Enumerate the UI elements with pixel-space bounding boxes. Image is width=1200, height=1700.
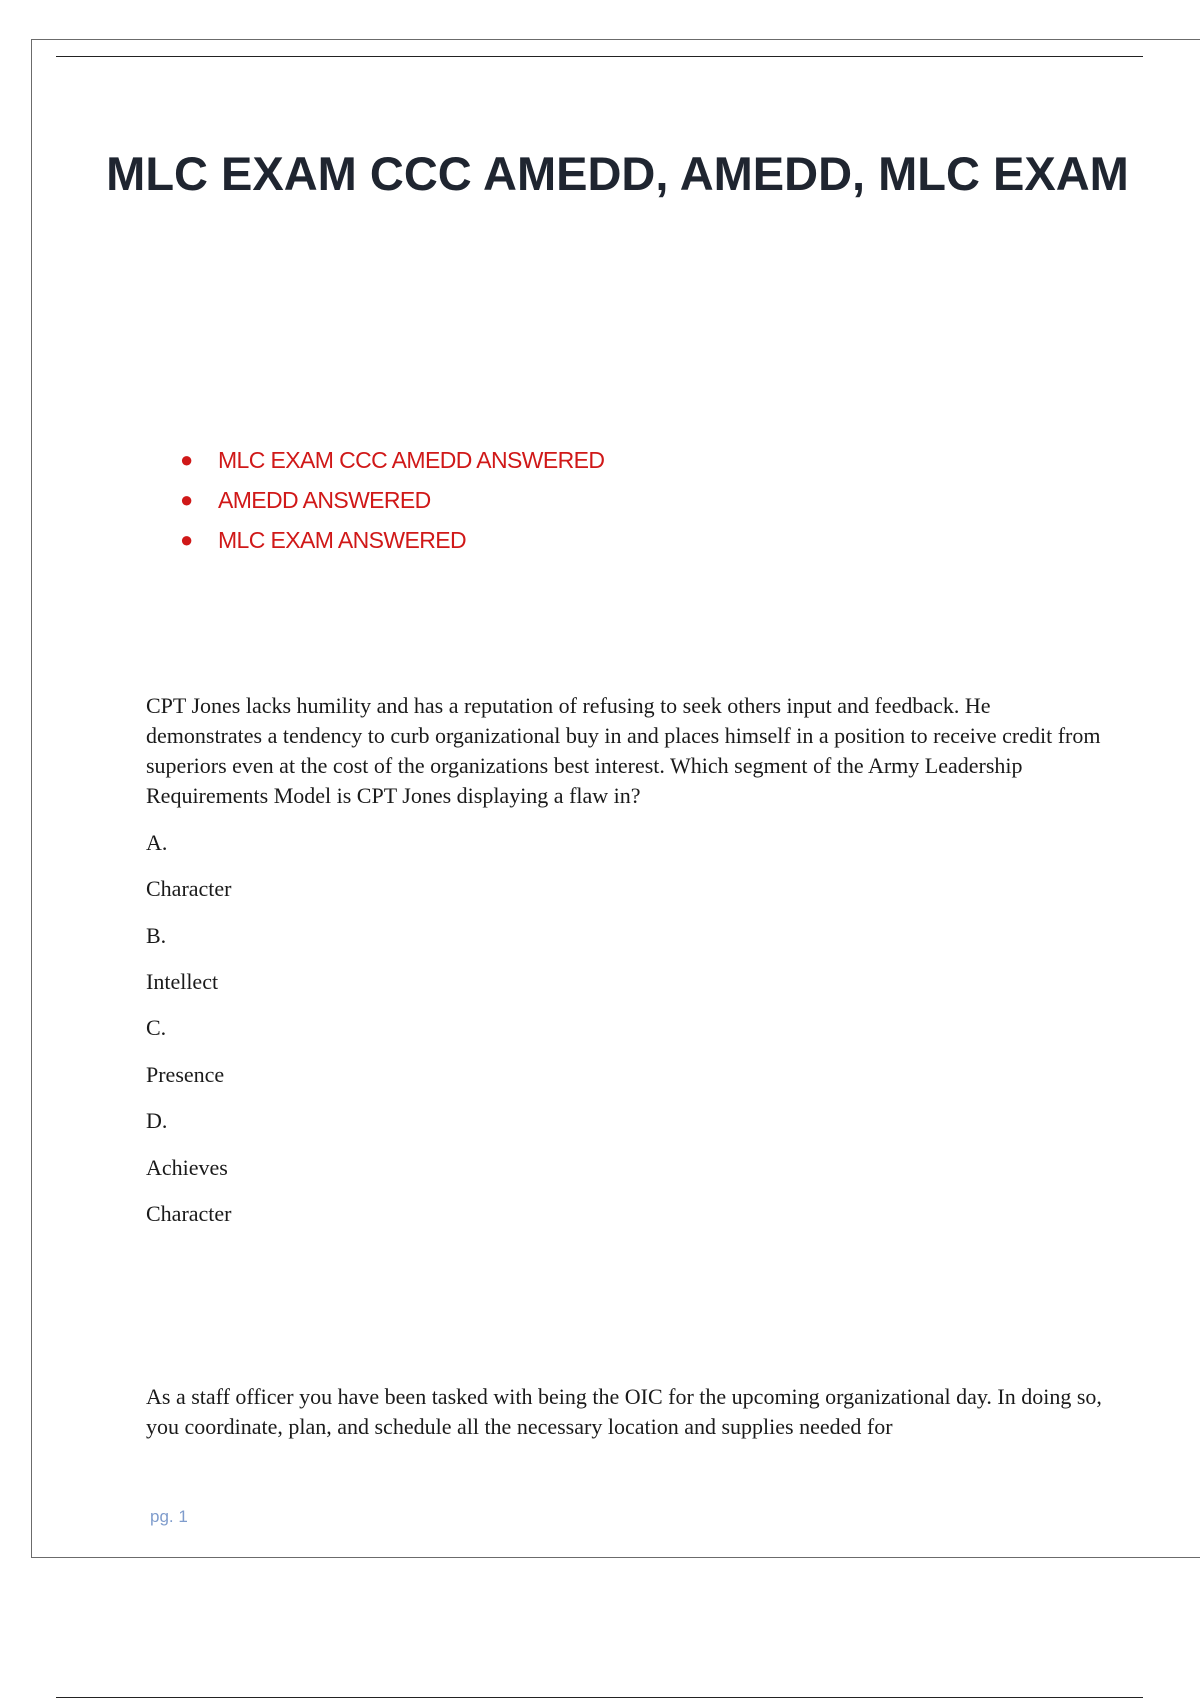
page-number: pg. 1	[150, 1507, 188, 1526]
tag-label: MLC EXAM ANSWERED	[218, 527, 466, 553]
option-d-text: Achieves	[146, 1155, 228, 1180]
tag-label: AMEDD ANSWERED	[218, 487, 431, 513]
option-b-text: Intellect	[146, 969, 219, 994]
document-title: MLC EXAM CCC AMEDD, AMEDD, MLC EXAM	[106, 147, 1129, 200]
option-d-letter: D.	[146, 1108, 168, 1133]
option-c-text: Presence	[146, 1062, 225, 1087]
tag-item	[178, 480, 604, 520]
answer-text: Character	[146, 1201, 232, 1226]
question-2-text: As a staff officer you have been tasked with being the OIC for the upcoming organizational day. In doing so, you coordinate, plan, and schedule all the necessary location and supplies needed for	[146, 1384, 1102, 1439]
tag-list	[178, 440, 604, 560]
option-a-text: Character	[146, 876, 232, 901]
bullet-icon: ●	[180, 487, 193, 512]
tag-label: MLC EXAM CCC AMEDD ANSWERED	[218, 447, 605, 473]
option-c-letter: C.	[146, 1015, 167, 1040]
option-b-letter: B.	[146, 923, 167, 948]
option-a-letter: A.	[146, 830, 168, 855]
tag-item	[178, 440, 604, 480]
bullet-icon: ●	[180, 527, 193, 552]
question-1-text: CPT Jones lacks humility and has a reputation of refusing to seek others input and feedback. He demonstrates a tendency to curb organizational buy in and places himself in a position to receive credit from superiors even at the cost of the organizations best interest. Which segment of the Army Leadership Requirements Model is CPT Jones displaying a flaw in?	[146, 693, 1101, 808]
top-rule	[56, 56, 1143, 57]
tag-item	[178, 520, 604, 560]
bottom-rule	[56, 1697, 1143, 1698]
bullet-icon: ●	[180, 447, 193, 472]
